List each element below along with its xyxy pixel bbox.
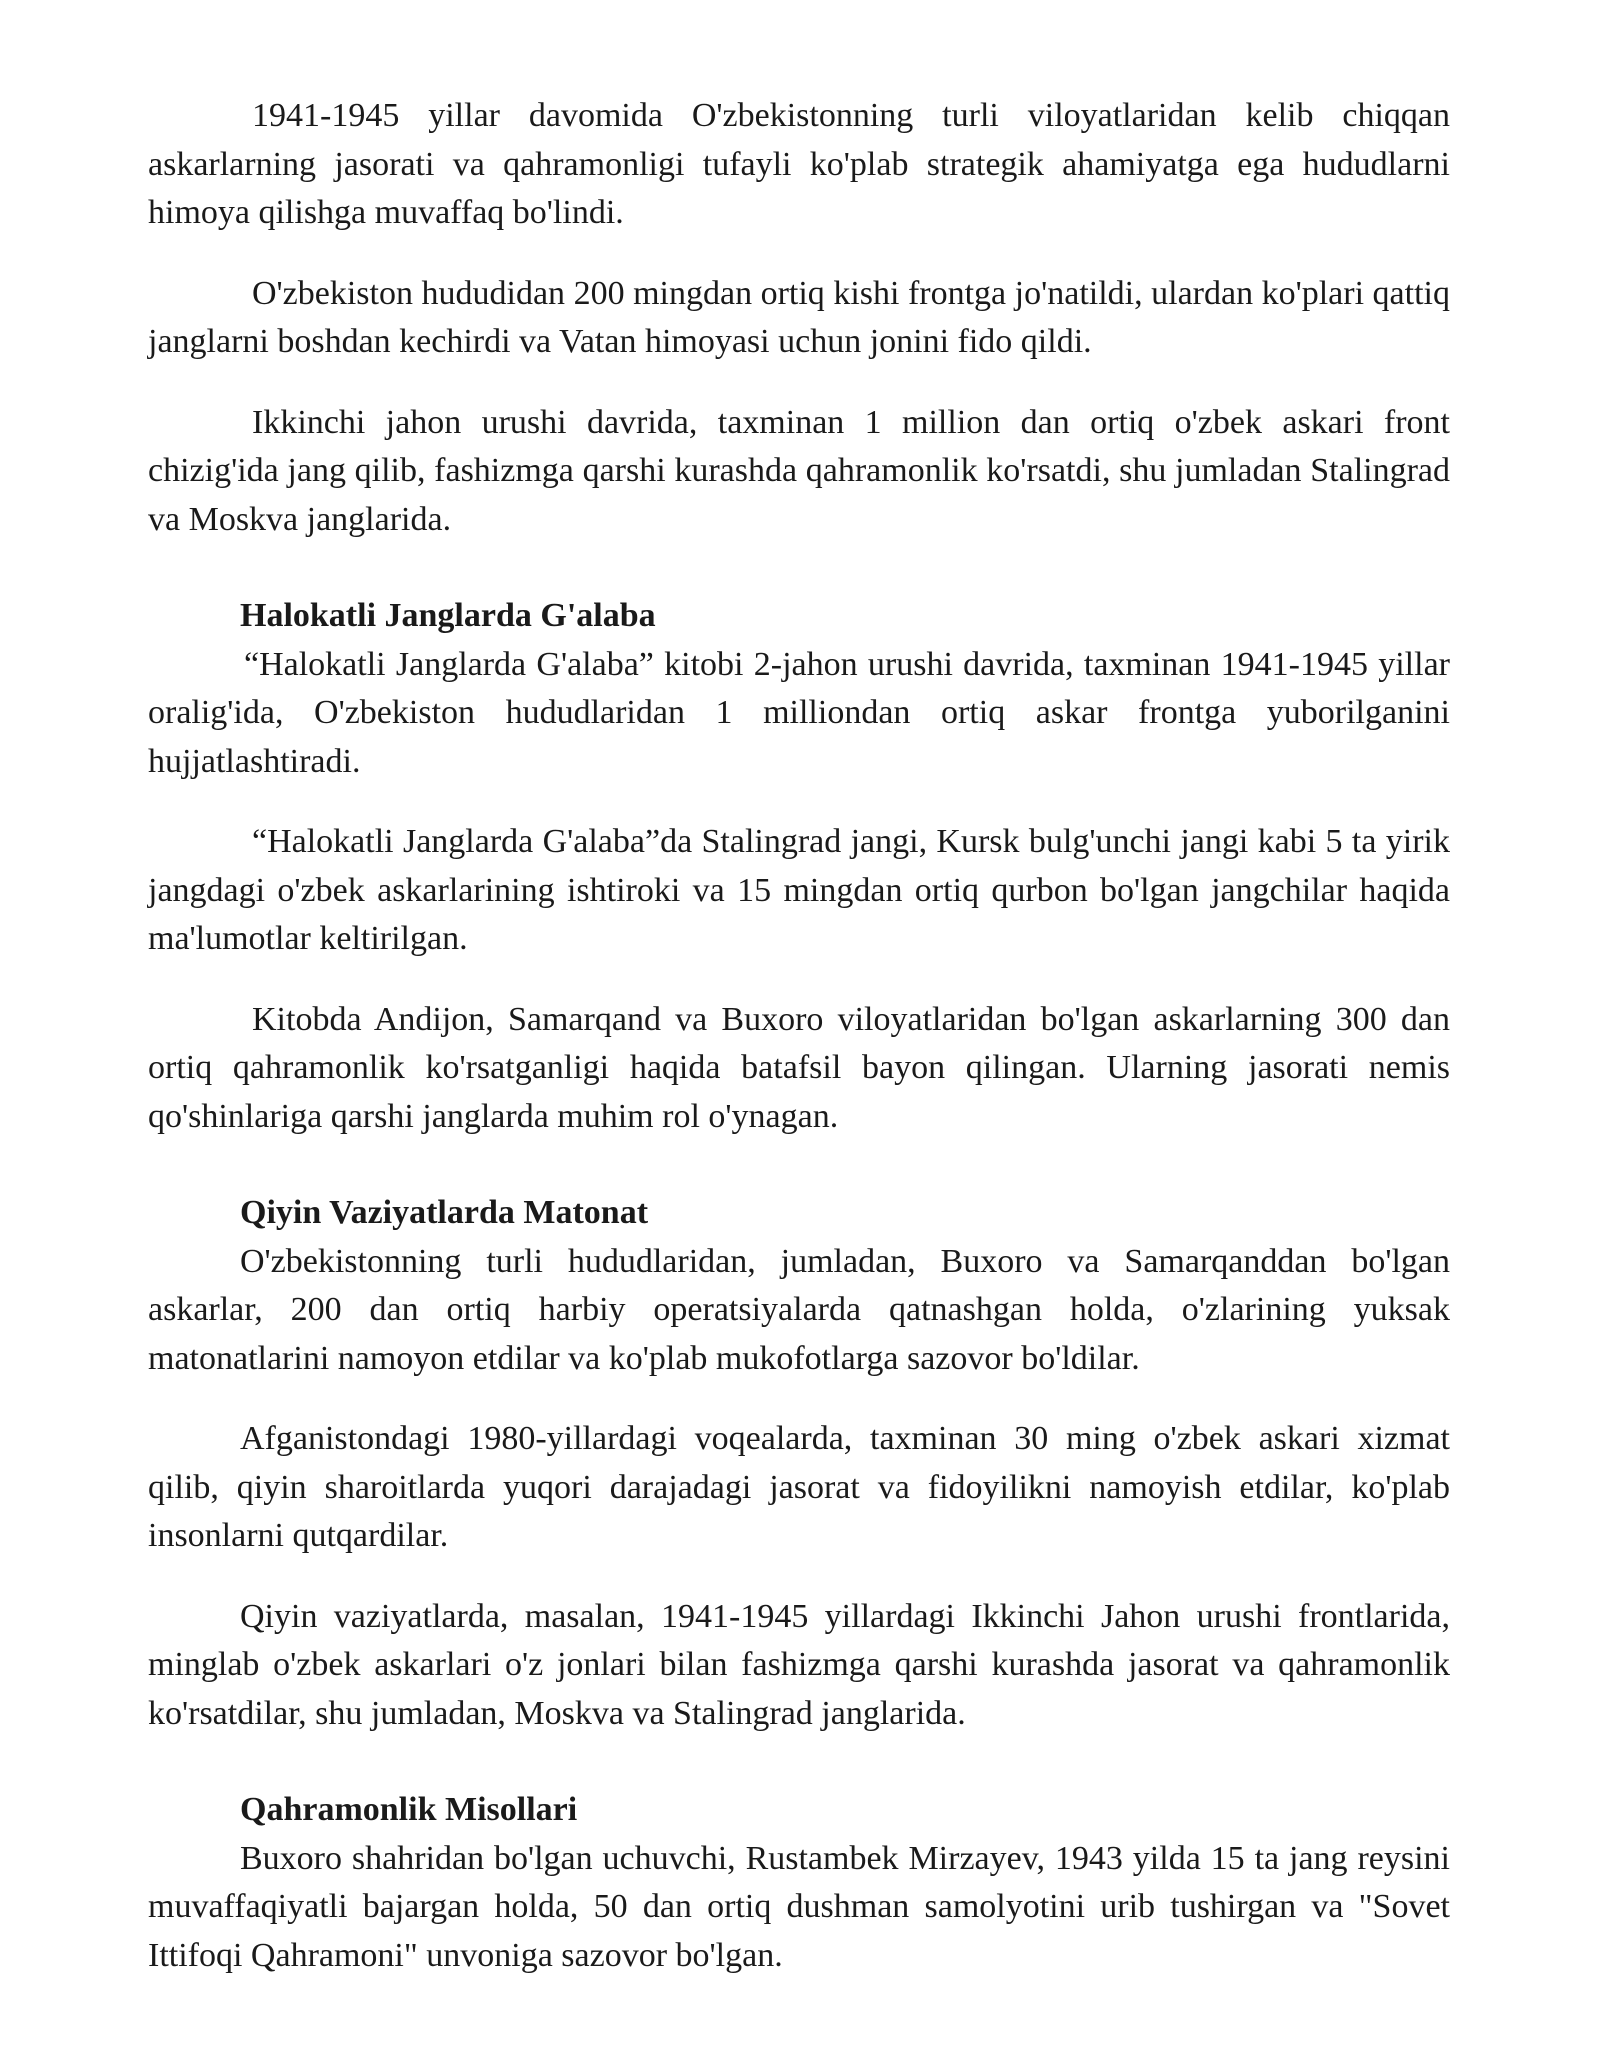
intro-paragraph-2: O'zbekiston hududidan 200 mingdan ortiq kishi frontga jo'natildi, ulardan ko'plari qattiq janglarni boshdan kechirdi va Vatan himoyasi uchun jonini fido qildi. — [148, 274, 1450, 360]
section2-paragraph-3: Qiyin vaziyatlarda, masalan, 1941-1945 yillardagi Ikkinchi Jahon urushi frontlarida, minglab o'zbek askarlari o'z jonlari bilan fashizmga qarshi kurashda jasorat va qahramonlik ko'rsatdilar, shu jumladan, Moskva va Stalingrad janglarida. — [148, 1597, 1450, 1732]
section1-paragraph-3: Kitobda Andijon, Samarqand va Buxoro viloyatlaridan bo'lgan askarlarning 300 dan ortiq qahramonlik ko'rsatganligi haqida batafsil bayon qilingan. Ularning jasorati nemis qo'shinlariga qarshi janglarda muhim rol o'ynagan. — [148, 1000, 1450, 1135]
section-heading-halokatli: Halokatli Janglarda G'alaba — [240, 597, 656, 634]
section-heading-qiyin: Qiyin Vaziyatlarda Matonat — [240, 1194, 649, 1231]
section3-paragraph-1: Buxoro shahridan bo'lgan uchuvchi, Rustambek Mirzayev, 1943 yilda 15 ta jang reysini muvaffaqiyatli bajargan holda, 50 dan ortiq dushman samolyotini urib tushirgan va "Sovet Ittifoqi Qahramoni" unvoniga sazovor bo'lgan. — [148, 1839, 1450, 1974]
section2-paragraph-1: O'zbekistonning turli hududlaridan, jumladan, Buxoro va Samarqanddan bo'lgan askarlar, 200 dan ortiq harbiy operatsiyalarda qatnashgan holda, o'zlarining yuksak matonatlarini namoyon etdilar va ko'plab mukofotlarga sazovor bo'ldilar. — [148, 1242, 1450, 1377]
section2-paragraph-2: Afganistondagi 1980-yillardagi voqealarda, taxminan 30 ming o'zbek askari xizmat qilib, qiyin sharoitlarda yuqori darajadagi jasorat va fidoyilikni namoyish etdilar, ko'plab insonlarni qutqardilar. — [148, 1420, 1450, 1554]
document-page — [148, 92, 1450, 1980]
section1-paragraph-1: “Halokatli Janglarda G'alaba” kitobi 2-jahon urushi davrida, taxminan 1941-1945 yillar oralig'ida, O'zbekiston hududlaridan 1 milliondan ortiq askar frontga yuborilganini hujjatlashtiradi. — [148, 645, 1450, 780]
intro-paragraph-1: 1941-1945 yillar davomida O'zbekistonning turli viloyatlaridan kelib chiqqan askarlarning jasorati va qahramonligi tufayli ko'plab strategik ahamiyatga ega hududlarni himoya qilishga muvaffaq bo'lindi. — [148, 97, 1450, 231]
section-heading-qahramonlik: Qahramonlik Misollari — [240, 1791, 578, 1828]
section1-paragraph-2: “Halokatli Janglarda G'alaba”da Stalingrad jangi, Kursk bulg'unchi jangi kabi 5 ta yirik jangdagi o'zbek askarlarining ishtiroki va 15 mingdan ortiq qurbon bo'lgan jangchilar haqida ma'lumotlar keltirilgan. — [148, 823, 1450, 957]
intro-paragraph-3: Ikkinchi jahon urushi davrida, taxminan 1 million dan ortiq o'zbek askari front chizig'ida jang qilib, fashizmga qarshi kurashda qahramonlik ko'rsatdi, shu jumladan Stalingrad va Moskva janglarida. — [148, 403, 1450, 538]
